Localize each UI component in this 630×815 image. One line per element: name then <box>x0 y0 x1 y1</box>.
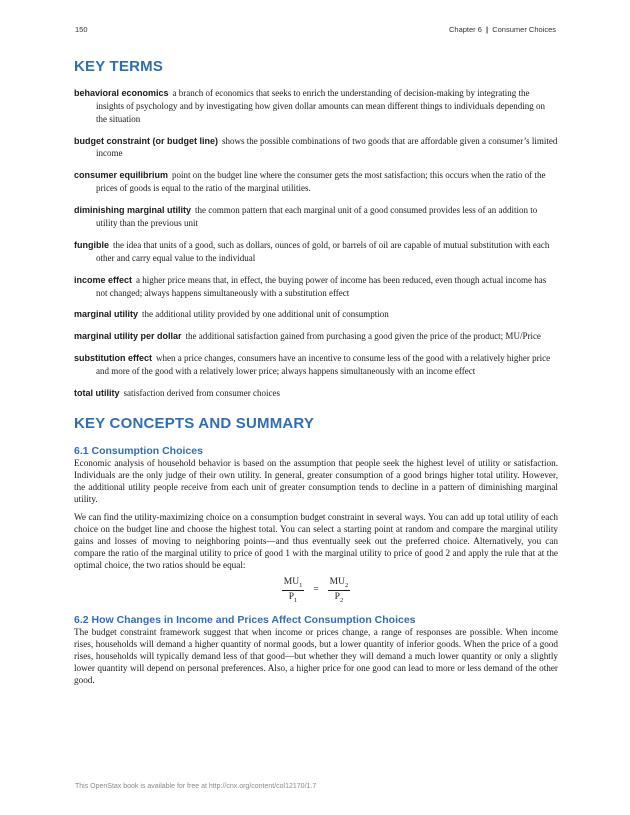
term-definition: when a price changes, consumers have an incentive to consume less of the good with a relatively higher price and more of the good with a relatively lower price; always happens simultaneously with an income effect <box>96 353 551 377</box>
term-definition: shows the possible combinations of two goods that are affordable given a consumer’s limited income <box>96 135 558 159</box>
term-entry <box>74 308 558 321</box>
term-word: diminishing marginal utility <box>74 205 192 216</box>
term-entry <box>74 135 558 161</box>
footer-note: This OpenStax book is available for free at http://cnx.org/content/col12170/1.7 <box>75 783 317 790</box>
term-definition: point on the budget line where the consumer gets the most satisfaction; this occurs when the ratio of the prices of goods is equal to the ratio of the marginal utilities. <box>96 170 546 194</box>
header-separator: | <box>486 25 489 34</box>
body-paragraph: The budget constraint framework suggest that when income or prices change, a range of responses are possible. When income rises, households will demand a higher quantity of normal goods, but a lower quantity of inferior goods. When the price of a good rises, households will typically demand less of that good—but whether they will demand a much lower quantity or only a slightly lower quantity will depend on personal preferences. Also, a higher price for one good can lead to more or less demand of the other good. <box>74 626 558 685</box>
term-definition: a branch of economics that seeks to enrich the understanding of decision-making by integrating the insights of psychology and by investigating how given dollar amounts can mean different things to individuals depending on the situation <box>96 88 546 124</box>
term-definition: the idea that units of a good, such as dollars, ounces of gold, or barrels of oil are capable of mutual substitution with each other and carry equal value to the individual <box>96 239 550 263</box>
term-word: marginal utility per dollar <box>74 331 182 342</box>
running-header <box>449 25 556 34</box>
equals-sign: = <box>313 585 319 596</box>
denominator-subscript: 2 <box>339 596 344 604</box>
denominator-subscript: 1 <box>294 596 298 604</box>
section-heading: 6.2 How Changes in Income and Prices Affect Consumption Choices <box>74 613 416 626</box>
denominator-symbol: P <box>288 591 295 602</box>
term-word: behavioral economics <box>74 88 169 98</box>
numerator-symbol: MU <box>283 577 300 588</box>
key-terms-list <box>74 87 558 400</box>
term-entry <box>74 274 558 300</box>
term-definition: the additional utility provided by one additional unit of consumption <box>142 309 389 320</box>
page-content <box>74 58 558 692</box>
utility-equation <box>74 577 558 604</box>
term-entry <box>74 169 558 195</box>
term-word: substitution effect <box>74 353 152 364</box>
body-paragraph: We can find the utility-maximizing choice on a consumption budget constraint in several ways. You can add up total utility of each choice on the budget line and choose the highest total. You can select a starting point at random and compare the marginal utility gains and losses of moving to neighboring points—and thus eventually seek out the preferred choice. Alternatively, you can compare the ratio of the marginal utility to price of good 1 with the marginal utility to price of good 2 and apply the rule that at the optimal choice, the two ratios should be equal: <box>74 512 558 571</box>
page-number: 150 <box>75 25 88 34</box>
term-entry <box>74 387 558 400</box>
term-entry <box>74 87 558 125</box>
term-entry <box>74 352 558 378</box>
term-definition: the additional satisfaction gained from purchasing a good given the price of the product; MU/Price <box>185 331 541 342</box>
chapter-label: Chapter 6 <box>448 25 482 34</box>
summary-heading: KEY CONCEPTS AND SUMMARY <box>74 415 315 433</box>
fraction-numerator <box>328 577 351 591</box>
key-terms-heading: KEY TERMS <box>74 58 164 75</box>
numerator-subscript: 1 <box>299 581 303 589</box>
fraction-denominator <box>289 591 298 604</box>
denominator-symbol: P <box>334 591 340 602</box>
term-word: fungible <box>74 239 109 250</box>
term-word: income effect <box>74 274 133 285</box>
term-definition: satisfaction derived from consumer choices <box>123 388 280 399</box>
term-entry <box>74 204 558 230</box>
term-word: consumer equilibrium <box>74 170 169 181</box>
fraction-denominator <box>335 591 344 604</box>
numerator-symbol: MU <box>329 577 345 588</box>
equation-rhs-fraction <box>328 577 351 604</box>
body-paragraph: Economic analysis of household behavior is based on the assumption that people seek the highest level of utility or satisfaction. Individuals are the only judge of their own utility. In general, greater consumption of a good brings higher total utility. However, the additional utility people receive from each unit of greater consumption tends to decline in a pattern of diminishing marginal utility. <box>74 458 558 505</box>
term-word: budget constraint (or budget line) <box>74 135 218 146</box>
term-definition: the common pattern that each marginal unit of a good consumed provides less of an addition to utility than the previous unit <box>96 205 538 228</box>
term-definition: a higher price means that, in effect, the buying power of income has been reduced, even though actual income has not changed; always happens simultaneously with a substitution effect <box>96 274 547 298</box>
section-heading: 6.1 Consumption Choices <box>74 445 203 458</box>
section-label: Consumer Choices <box>492 25 556 34</box>
term-entry <box>74 239 558 265</box>
term-word: marginal utility <box>74 309 139 320</box>
fraction-numerator <box>282 577 305 591</box>
equation-lhs-fraction <box>282 577 305 604</box>
term-entry <box>74 330 558 343</box>
numerator-subscript: 2 <box>344 581 349 589</box>
term-word: total utility <box>74 388 120 399</box>
